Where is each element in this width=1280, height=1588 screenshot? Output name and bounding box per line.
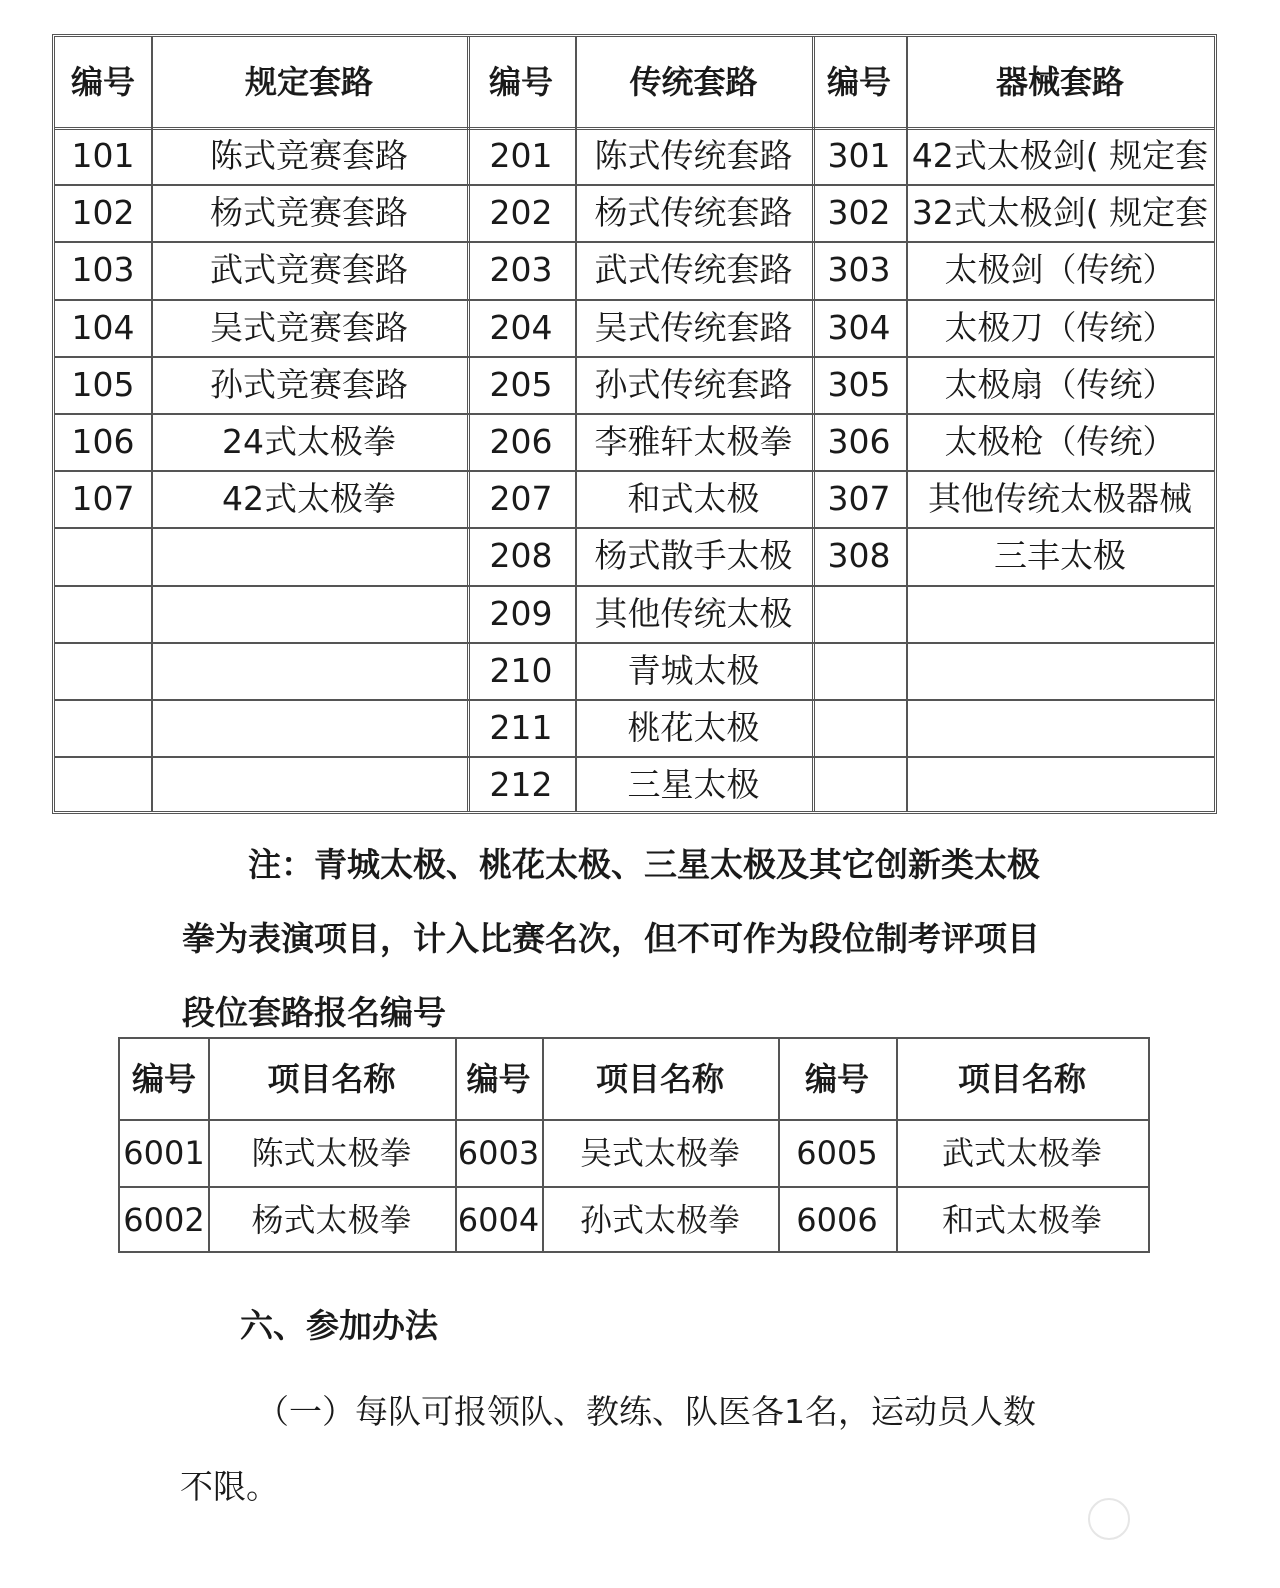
section-paragraph-line-2: 不限。	[180, 1467, 279, 1506]
cell-code	[812, 756, 906, 813]
faint-circle-mark	[1088, 1498, 1130, 1540]
cell-code	[55, 527, 151, 584]
cell-code: 202	[489, 193, 553, 233]
header-cell-code: 编号	[488, 63, 553, 101]
cell-name: 孙式传统套路	[594, 364, 793, 404]
table-rule	[55, 241, 1214, 243]
header-cell-code: 编号	[826, 63, 891, 101]
cell-code: 201	[489, 136, 553, 176]
table-rule	[55, 470, 1214, 472]
cell-code: 6001	[123, 1133, 205, 1172]
header-cell-name: 传统套路	[629, 63, 758, 101]
table-row	[55, 299, 1214, 356]
cell-name: 太极刀（传统）	[944, 307, 1176, 347]
cell-code	[55, 756, 151, 813]
table-rule	[120, 1186, 1148, 1188]
table-row	[55, 527, 1214, 584]
table-column-rule	[151, 37, 153, 811]
cell-code: 209	[489, 593, 553, 633]
table-rule	[55, 585, 1214, 587]
cell-code: 305	[827, 364, 891, 404]
table-column-rule	[542, 1039, 544, 1251]
cell-code: 102	[71, 193, 135, 233]
table-row	[55, 699, 1214, 756]
table-rule	[55, 184, 1214, 186]
note-line-2: 拳为表演项目，计入比赛名次，但不可作为段位制考评项目	[182, 919, 1040, 958]
cell-name: 其他传统太极器械	[928, 479, 1192, 519]
cell-code	[55, 699, 151, 756]
table-row	[120, 1186, 1148, 1253]
duan-table-caption: 段位套路报名编号	[182, 993, 446, 1032]
cell-code: 6006	[796, 1200, 878, 1239]
cell-code: 308	[827, 536, 891, 576]
cell-name: 武式太极拳	[941, 1133, 1102, 1172]
cell-name: 吴式传统套路	[594, 307, 793, 347]
header-cell-code: 编号	[466, 1060, 531, 1098]
cell-code: 306	[827, 422, 891, 462]
cell-name: 和式太极	[627, 479, 760, 519]
section-heading: 六、参加办法	[240, 1306, 438, 1345]
cell-name	[151, 699, 467, 756]
header-cell-name: 项目名称	[957, 1060, 1086, 1098]
cell-name: 吴式竞赛套路	[210, 307, 408, 347]
cell-name	[906, 756, 1214, 813]
cell-code: 303	[827, 250, 891, 290]
cell-name: 陈式太极拳	[251, 1133, 412, 1172]
cell-code: 6002	[123, 1200, 205, 1239]
table-row	[55, 127, 1214, 184]
header-cell-name: 项目名称	[595, 1060, 724, 1098]
table-row	[120, 1119, 1148, 1186]
cell-code	[812, 585, 906, 642]
cell-name: 武式竞赛套路	[210, 250, 408, 290]
cell-name: 三星太极	[627, 765, 760, 805]
cell-code: 6003	[457, 1133, 540, 1172]
cell-name	[906, 699, 1214, 756]
table-row	[55, 470, 1214, 527]
cell-name	[906, 642, 1214, 699]
cell-code: 212	[489, 765, 553, 805]
table-rule	[55, 356, 1214, 358]
cell-code: 302	[827, 193, 891, 233]
cell-code: 207	[489, 479, 553, 519]
table-column-rule	[208, 1039, 210, 1251]
table-rule	[55, 699, 1214, 701]
table-rule	[55, 527, 1214, 529]
cell-name: 孙式竞赛套路	[210, 364, 408, 404]
cell-name: 24式太极拳	[222, 422, 396, 462]
table-row	[55, 413, 1214, 470]
header-cell-code: 编号	[131, 1060, 196, 1098]
cell-code: 103	[71, 250, 135, 290]
duan-routine-table	[118, 1037, 1150, 1253]
cell-name: 其他传统太极	[594, 593, 793, 633]
table-rule	[120, 1119, 1148, 1121]
cell-name: 杨式传统套路	[594, 193, 793, 233]
table-column-rule	[575, 37, 577, 811]
table-column-rule	[812, 37, 815, 811]
cell-name	[151, 642, 467, 699]
cell-name: 武式传统套路	[594, 250, 793, 290]
table-rule	[55, 413, 1214, 415]
cell-name: 太极剑（传统）	[944, 250, 1176, 290]
cell-name: 42式太极剑( 规定套	[911, 136, 1209, 176]
table-column-rule	[455, 1039, 457, 1251]
table-rule	[55, 756, 1214, 758]
header-cell-code: 编号	[70, 63, 135, 101]
table-row	[55, 642, 1214, 699]
table-row	[55, 585, 1214, 642]
cell-name	[151, 585, 467, 642]
cell-code	[812, 642, 906, 699]
table-row	[55, 356, 1214, 413]
table-header-row	[55, 37, 1214, 127]
cell-code: 304	[827, 307, 891, 347]
cell-name: 吴式太极拳	[579, 1133, 740, 1172]
cell-name: 太极扇（传统）	[944, 364, 1176, 404]
cell-code	[55, 585, 151, 642]
cell-name: 和式太极拳	[941, 1200, 1102, 1239]
cell-code: 101	[71, 136, 135, 176]
cell-name: 孙式太极拳	[579, 1200, 740, 1239]
cell-code: 104	[71, 307, 135, 347]
cell-code: 205	[489, 364, 553, 404]
header-cell-name: 规定套路	[244, 63, 373, 101]
cell-name: 杨式太极拳	[251, 1200, 412, 1239]
cell-name: 陈式传统套路	[594, 136, 793, 176]
table-row	[55, 241, 1214, 298]
cell-name: 32式太极剑( 规定套	[911, 193, 1209, 233]
cell-code: 307	[827, 479, 891, 519]
cell-code: 107	[71, 479, 135, 519]
table-header-row	[120, 1039, 1148, 1119]
header-cell-name: 器械套路	[995, 63, 1124, 101]
header-cell-code: 编号	[804, 1060, 869, 1098]
cell-code: 6004	[457, 1200, 540, 1239]
cell-code: 210	[489, 650, 553, 690]
cell-code: 206	[489, 422, 553, 462]
cell-name: 杨式散手太极	[594, 536, 793, 576]
table-column-rule	[906, 37, 908, 811]
header-cell-name: 项目名称	[267, 1060, 396, 1098]
cell-code: 6005	[796, 1133, 878, 1172]
cell-code	[55, 642, 151, 699]
cell-code: 106	[71, 422, 135, 462]
section-paragraph-line-1: （一）每队可报领队、教练、队医各1名，运动员人数	[256, 1392, 1036, 1431]
table-rule	[55, 127, 1214, 130]
cell-name: 三丰太极	[994, 536, 1126, 576]
cell-code: 204	[489, 307, 553, 347]
table-rule	[55, 642, 1214, 644]
table-row	[55, 184, 1214, 241]
cell-name: 陈式竞赛套路	[210, 136, 408, 176]
cell-code: 203	[489, 250, 553, 290]
table-row	[55, 756, 1214, 813]
cell-code	[812, 699, 906, 756]
table-column-rule	[467, 37, 470, 811]
cell-name: 42式太极拳	[222, 479, 396, 519]
cell-name	[151, 756, 467, 813]
note-line-1: 注：青城太极、桃花太极、三星太极及其它创新类太极	[248, 845, 1040, 884]
cell-code: 301	[827, 136, 891, 176]
cell-name: 青城太极	[627, 650, 760, 690]
cell-code: 105	[71, 364, 135, 404]
cell-name	[151, 527, 467, 584]
table-rule	[55, 299, 1214, 301]
cell-name: 太极枪（传统）	[944, 422, 1176, 462]
cell-name: 杨式竞赛套路	[210, 193, 408, 233]
table-column-rule	[896, 1039, 898, 1251]
table-column-rule	[778, 1039, 780, 1251]
cell-code: 211	[489, 708, 553, 748]
cell-name	[906, 585, 1214, 642]
main-routine-table	[52, 34, 1217, 814]
cell-code: 208	[489, 536, 553, 576]
cell-name: 桃花太极	[627, 708, 760, 748]
cell-name: 李雅轩太极拳	[594, 422, 793, 462]
